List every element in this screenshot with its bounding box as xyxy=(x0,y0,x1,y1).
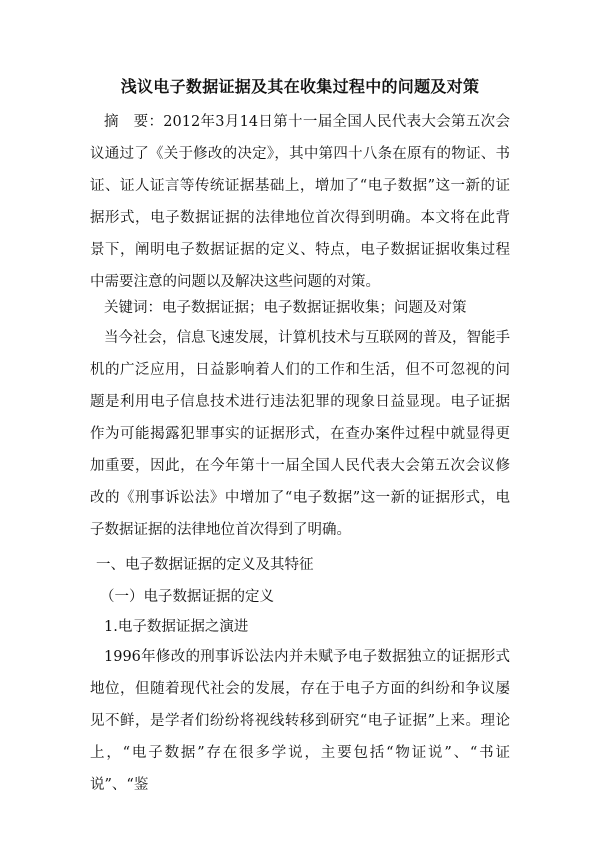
subsubsection-heading-1-1-1: 1.电子数据证据之演进 xyxy=(104,619,249,635)
subsection-heading-1-1: （一）电子数据证据的定义 xyxy=(100,589,274,605)
body-paragraph: 1996年修改的刑事诉讼法内并未赋予电子数据独立的证据形式地位，但随着现代社会的发展，存在于电子方面的纠纷和争议屡见不鲜，是学者们纷纷将视线转移到研究“电子证据”上来。理论上，“电子数据”存在很多学说，主要包括“物证说”、“书证说”、“鉴 xyxy=(90,649,510,793)
keywords-paragraph: 关键词：电子数据证据；电子数据证据收集；问题及对策 xyxy=(104,300,467,316)
abstract-paragraph: 摘 要：2012年3月14日第十一届全国人民代表大会第五次会议通过了《关于修改的决定》，其中第四十八条在原有的物证、书证、证人证言等传统证据基础上，增加了“电子数据”这一新的证据形式，电子数据证据的法律地位首次得到明确。本文将在此背景下，阐明电子数据证据的定义、特点，电子数据证据收集过程中需要注意的问题以及解决这些问题的对策。 xyxy=(90,114,510,290)
section-heading-1: 一、电子数据证据的定义及其特征 xyxy=(96,557,314,573)
document-title: 浅议电子数据证据及其在收集过程中的问题及对策 xyxy=(120,77,480,96)
intro-paragraph: 当今社会，信息飞速发展，计算机技术与互联网的普及，智能手机的广泛应用，日益影响着人们的工作和生活，但不可忽视的问题是利用电子信息技术进行违法犯罪的现象日益显现。电子证据作为可能揭露犯罪事实的证据形式，在查办案件过程中就显得更加重要，因此，在今年第十一届全国人民代表大会第五次会议修改的《刑事诉讼法》中增加了“电子数据”这一新的证据形式，电子数据证据的法律地位首次得到了明确。 xyxy=(90,330,510,538)
